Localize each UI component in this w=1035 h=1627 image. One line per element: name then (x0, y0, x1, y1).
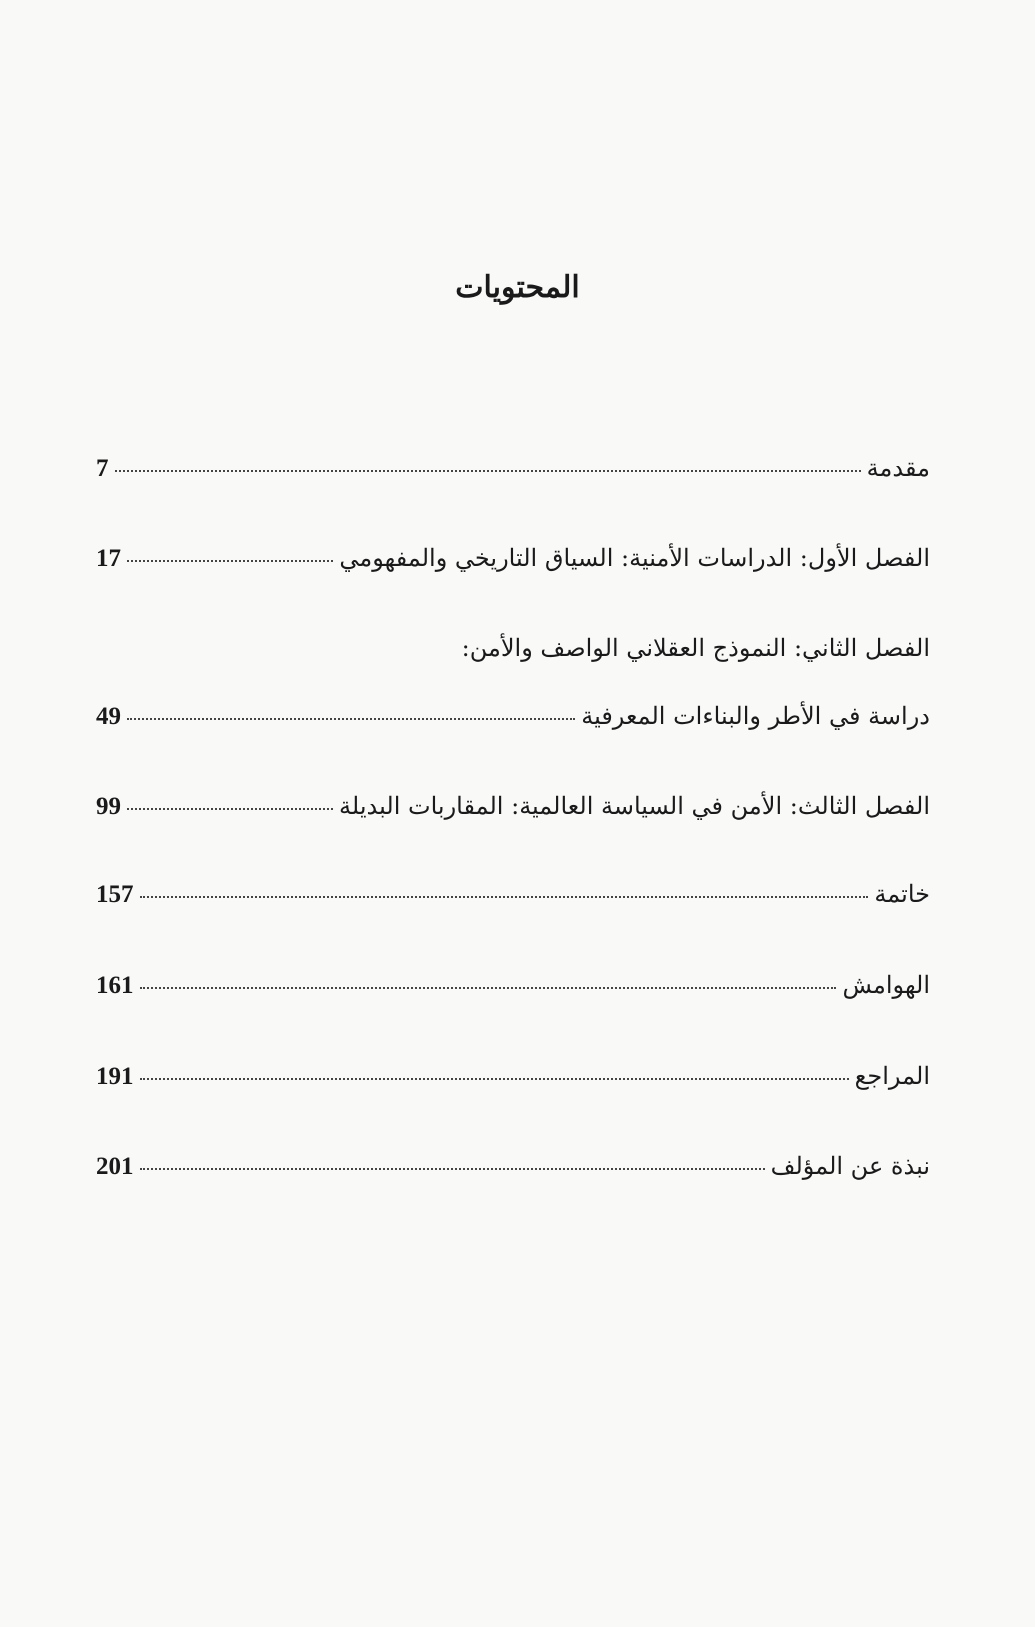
dot-leader (115, 470, 861, 472)
toc-entry-about-author (96, 1148, 930, 1185)
dot-leader (127, 560, 333, 562)
toc-entry-chapter-2-line1: الفصل الثاني: النموذج العقلاني الواصف والأمن: (461, 634, 930, 662)
toc-entry-label: الفصل الأول: الدراسات الأمنية: السياق التاريخي والمفهومي (339, 544, 930, 572)
dot-leader (127, 808, 333, 810)
dot-leader (140, 987, 837, 989)
toc-entry-page: 161 (96, 972, 134, 999)
toc-entry-label: مقدمة (866, 454, 930, 482)
toc-entry-conclusion (96, 876, 930, 913)
toc-entry-label: خاتمة (874, 880, 930, 908)
toc-entry-page: 191 (96, 1063, 134, 1090)
toc-entry-page: 49 (96, 703, 121, 730)
page-title: المحتويات (455, 270, 580, 305)
dot-leader (140, 896, 869, 898)
toc-entry-references (96, 1058, 930, 1095)
dot-leader (140, 1078, 849, 1080)
toc-entry-label: الهوامش (842, 971, 930, 999)
toc-entry-notes (96, 967, 930, 1004)
toc-entry-chapter-2 (96, 698, 930, 735)
toc-entry-label: المراجع (854, 1062, 930, 1090)
toc-entry-label: نبذة عن المؤلف (770, 1152, 930, 1180)
toc-entry-page: 157 (96, 881, 134, 908)
toc-entry-introduction (96, 450, 930, 487)
toc-entry-label: دراسة في الأطر والبناءات المعرفية (581, 702, 930, 730)
toc-entry-chapter-1 (96, 540, 930, 577)
toc-entry-page: 7 (96, 455, 109, 482)
toc-entry-page: 201 (96, 1153, 134, 1180)
dot-leader (127, 718, 575, 720)
toc-entry-label: الفصل الثالث: الأمن في السياسة العالمية: المقاربات البديلة (339, 792, 930, 820)
dot-leader (140, 1168, 765, 1170)
toc-entry-page: 17 (96, 545, 121, 572)
toc-entry-page: 99 (96, 793, 121, 820)
toc-entry-chapter-3 (96, 788, 930, 825)
